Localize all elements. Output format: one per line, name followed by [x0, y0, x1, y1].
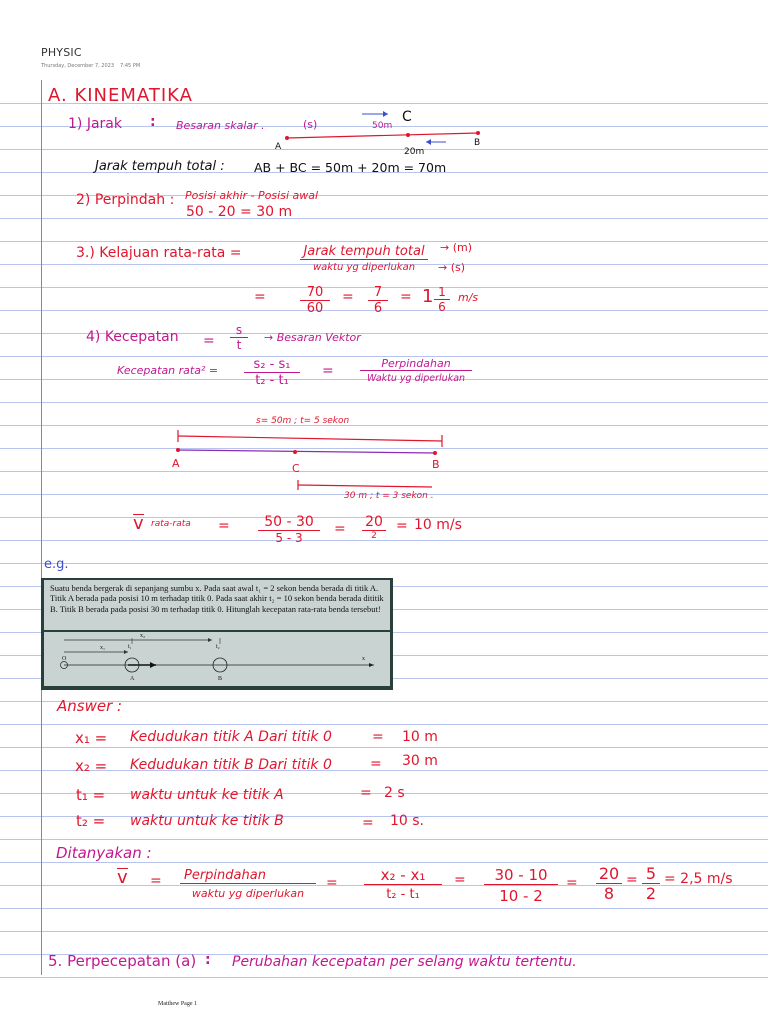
answer-r2-fraction — [642, 864, 660, 903]
answer-word-den: waktu yg diperlukan — [191, 887, 305, 900]
item4-desc: → Besaran Vektor — [264, 331, 361, 344]
answer-row1-val: 10 m — [402, 729, 438, 745]
vbar-result-fraction — [362, 514, 386, 541]
item3-den: waktu yg diperlukan — [312, 262, 416, 273]
answer-val-den: 10 - 2 — [499, 887, 543, 905]
item3-eq2: = — [342, 289, 354, 305]
answer-row2-eq: = — [370, 756, 382, 772]
item4-fraction — [230, 323, 248, 352]
diagram-point-a: A — [172, 457, 180, 470]
item1-label: 1) Jarak — [68, 116, 122, 132]
section-heading: A. KINEMATIKA — [48, 85, 193, 106]
item3-unit-s: → (s) — [438, 261, 466, 274]
item4-avg-den: t₂ - t₁ — [255, 373, 289, 388]
item3-mixed-den: 6 — [438, 300, 446, 314]
vbar-symbol: v — [133, 513, 144, 534]
item3-mixed-whole: 1 — [422, 286, 434, 307]
answer-r2-den: 2 — [645, 884, 657, 903]
item3-num: Jarak tempuh total — [303, 244, 425, 259]
item3-f1 — [300, 285, 330, 316]
answer-r1-den: 8 — [603, 884, 615, 903]
item1-desc: Besaran skalar . — [176, 119, 265, 132]
answer-label: Answer : — [57, 697, 123, 715]
diagram-point-b: B — [432, 458, 440, 471]
item5-desc: Perubahan kecepatan per selang waktu tertentu. — [232, 954, 577, 970]
item1-colon: : — [150, 114, 156, 130]
distance-diagram — [270, 108, 490, 148]
answer-row1-sym: x₁ = — [75, 729, 108, 747]
item4-word-fraction — [360, 357, 472, 384]
diagram-point-c: C — [292, 462, 300, 475]
item3-mixed — [434, 285, 450, 314]
answer-v-eq: = — [150, 873, 162, 889]
item3-f2-den: 6 — [373, 301, 383, 316]
item1-point-c: C — [402, 109, 412, 125]
item4-f-den: t — [236, 338, 242, 352]
answer-eq1: = — [326, 875, 338, 891]
page-time: 7:45 PM — [120, 63, 141, 69]
answer-row4-eq: = — [362, 815, 374, 831]
vbar-eq2: = — [334, 521, 346, 537]
item2-desc: Posisi akhir - Posisi awal — [185, 189, 319, 202]
item3-f1-den: 60 — [306, 301, 324, 316]
answer-row4-desc: waktu untuk ke titik B — [130, 813, 284, 829]
item3-mixed-num: 1 — [438, 285, 446, 299]
fig-x: x — [362, 656, 365, 662]
vbar-eq: = — [218, 518, 230, 534]
item3-unit-m: → (m) — [440, 241, 473, 254]
page-title: PHYSIC — [41, 46, 82, 59]
diagram-top-label: s= 50m ; t= 5 sekon — [256, 416, 350, 426]
answer-sym-fraction — [364, 866, 442, 902]
item3-bar — [300, 259, 428, 260]
answer-word-fraction — [180, 868, 316, 900]
answer-final: = 2,5 m/s — [664, 871, 733, 887]
answer-row4-val: 10 s. — [390, 813, 425, 829]
item4-word-bar — [360, 370, 472, 371]
vbar-fraction — [258, 514, 320, 545]
answer-row1-eq: = — [372, 729, 384, 745]
total-distance-label: Jarak tempuh total : — [95, 159, 225, 174]
answer-row2-desc: Kedudukan titik B Dari titik 0 — [130, 757, 332, 773]
item1-symbol: (s) — [303, 118, 318, 131]
answer-val-fraction — [484, 866, 558, 905]
vbar-den: 5 - 3 — [275, 531, 303, 545]
vbar-r-den: 2 — [371, 531, 377, 541]
margin-line — [41, 80, 42, 975]
vbar-eq3: = — [396, 518, 408, 534]
answer-row3-desc: waktu untuk ke titik A — [130, 787, 284, 803]
item3-f2 — [368, 285, 388, 316]
example-figure — [44, 632, 390, 686]
fig-a: A — [130, 676, 135, 682]
item4-avg-label: Kecepatan rata² = — [117, 364, 219, 377]
asked-label: Ditanyakan : — [56, 844, 152, 862]
item4-avg-num: s₂ - s₁ — [253, 357, 291, 372]
item4-word-num: Perpindahan — [381, 357, 451, 370]
answer-r1-num: 20 — [598, 864, 620, 883]
answer-val-bar — [484, 884, 558, 885]
item3-f2-num: 7 — [373, 285, 383, 300]
example-problem-text: Suatu benda bergerak di sepanjang sumbu x. Pada saat awal t₁ = 2 sekon benda berada di titik A. Titik A berada pada posisi 10 m terhadap titik 0. Pada saat akhir t₂ = 10 sekon benda berada dititik B. Titik B berada pada posisi 30 m terhadap titik 0. Hitunglah kecepatan rata-rata benda tersebut! — [44, 580, 390, 630]
item4-eq: = — [203, 333, 215, 349]
answer-sym-bar — [364, 884, 442, 885]
item1-seg-label: 50m — [372, 121, 393, 131]
answer-val-num: 30 - 10 — [494, 866, 548, 884]
fig-t2: t₂ — [216, 644, 220, 650]
answer-row1-desc: Kedudukan titik A Dari titik 0 — [130, 729, 332, 745]
item3-unit: m/s — [458, 291, 479, 304]
item4-word-den: Waktu yg diperlukan — [366, 373, 466, 384]
example-label: e.g. — [44, 557, 69, 572]
fig-x2: x₂ — [140, 633, 146, 639]
item5-colon: : — [205, 952, 211, 968]
item1-point-a: A — [275, 142, 282, 152]
fig-t1: t₁ — [128, 644, 132, 650]
item4-avg-eq: = — [322, 363, 334, 379]
fig-b: B — [218, 676, 223, 682]
item3-eq3: = — [400, 289, 412, 305]
item2-calc: 50 - 20 = 30 m — [186, 204, 293, 220]
answer-row4-sym: t₂ = — [76, 812, 106, 830]
answer-row2-sym: x₂ = — [75, 757, 108, 775]
vbar-num: 50 - 30 — [264, 514, 314, 530]
item3-eq: = — [254, 289, 266, 305]
item3-label: 3.) Kelajuan rata-rata = — [76, 245, 242, 261]
item2-label: 2) Perpindah : — [76, 192, 175, 208]
answer-eq2: = — [454, 872, 466, 888]
item3-f1-num: 70 — [306, 285, 324, 300]
item4-avg-fraction — [244, 357, 300, 388]
total-distance-formula: AB + BC = 50m + 20m = 70m — [254, 160, 447, 175]
answer-row3-eq: = — [360, 785, 372, 801]
vbar-sub: rata-rata — [151, 519, 191, 529]
fig-o: O — [62, 656, 67, 662]
answer-row3-val: 2 s — [384, 785, 405, 801]
item5-label: 5. Perpecepatan (a) — [48, 952, 197, 970]
vbar-r-num: 20 — [365, 514, 383, 530]
answer-word-bar — [180, 883, 316, 884]
fig-x1: x₁ — [100, 645, 106, 651]
page-date: Thursday, December 7, 2023 — [41, 63, 115, 69]
example-image — [41, 578, 393, 690]
answer-row3-sym: t₁ = — [76, 786, 106, 804]
answer-sym-den: t₂ - t₁ — [386, 887, 420, 902]
item1-point-b: B — [474, 138, 481, 148]
answer-row2-val: 30 m — [402, 753, 438, 769]
answer-eq3: = — [566, 875, 578, 891]
item4-label: 4) Kecepatan — [86, 329, 179, 345]
item3-fraction — [300, 244, 428, 273]
item4-f-num: s — [235, 323, 243, 337]
answer-r1-fraction — [596, 864, 622, 903]
item1-back-label: 20m — [404, 147, 425, 157]
page-footer: Matthew Page 1 — [158, 1001, 197, 1007]
answer-r2-num: 5 — [645, 864, 657, 883]
answer-word-num: Perpindahan — [184, 868, 266, 883]
answer-v-symbol: v — [117, 867, 128, 888]
diagram-bottom-label: 30 m ; t = 3 sekon . — [344, 491, 434, 501]
answer-eq4: = — [626, 872, 638, 888]
answer-sym-num: x₂ - x₁ — [380, 866, 426, 884]
vbar-result: 10 m/s — [414, 517, 462, 533]
example-figure-svg — [44, 632, 390, 686]
